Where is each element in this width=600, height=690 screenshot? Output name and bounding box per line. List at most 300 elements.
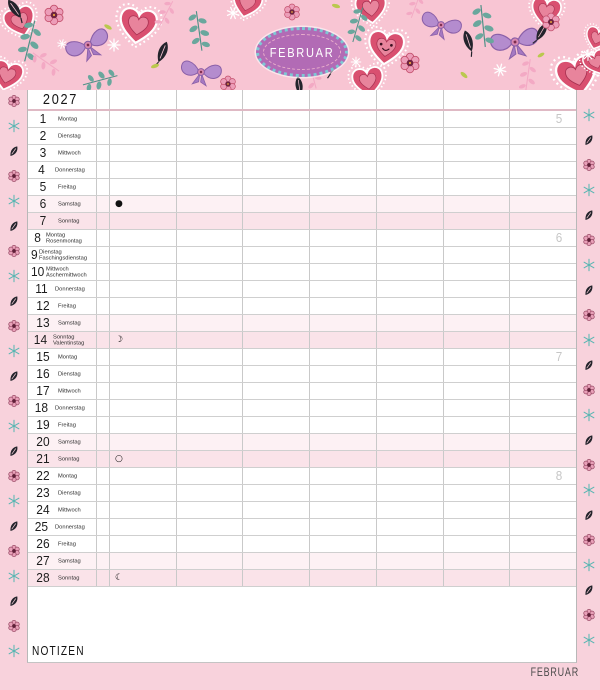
lime-leaf-icon xyxy=(537,52,545,59)
flower-icon xyxy=(7,469,21,483)
day-label-cell xyxy=(28,349,96,365)
weekday-label: Mittwoch xyxy=(58,149,81,156)
notes-label: NOTIZEN xyxy=(32,643,85,658)
entry-cell xyxy=(376,366,443,382)
spacer-cell xyxy=(96,264,109,280)
entry-cell xyxy=(109,502,176,518)
entry-cell xyxy=(242,366,309,382)
entry-cell xyxy=(176,366,243,382)
entry-cell xyxy=(176,196,243,212)
entry-cell xyxy=(443,536,510,552)
footer-month-label: FEBRUAR xyxy=(530,667,579,679)
entry-cell xyxy=(509,349,576,365)
spacer-cell xyxy=(96,400,109,416)
weekday-label: Montag xyxy=(58,353,78,360)
entry-cell xyxy=(376,451,443,467)
day-label-cell xyxy=(28,400,96,416)
leaf-icon xyxy=(7,144,21,158)
weekday-label: Samstag xyxy=(58,557,81,564)
day-label-cell xyxy=(28,502,96,518)
entry-cell xyxy=(443,196,510,212)
entry-cell xyxy=(509,179,576,195)
entry-cell xyxy=(309,264,376,280)
spacer-cell xyxy=(96,536,109,552)
day-number: 5 xyxy=(39,179,47,194)
entry-cell xyxy=(309,196,376,212)
banner xyxy=(0,0,600,90)
decorative-strip-right xyxy=(577,90,600,663)
weekday-label: Montag xyxy=(58,115,78,122)
spacer-cell xyxy=(96,111,109,127)
day-label-cell xyxy=(28,298,96,314)
flower-icon xyxy=(582,233,596,247)
day-row-1 xyxy=(28,111,576,128)
spacer-cell xyxy=(96,502,109,518)
weekday-label: Donnerstag xyxy=(54,523,85,530)
entry-cell xyxy=(309,179,376,195)
entry-cell xyxy=(109,145,176,161)
entry-cell xyxy=(509,451,576,467)
day-number: 19 xyxy=(36,417,50,432)
flower-icon xyxy=(582,458,596,472)
header-cell xyxy=(242,90,309,109)
entry-cell xyxy=(242,298,309,314)
flower-icon xyxy=(543,13,559,31)
day-number: 17 xyxy=(36,383,50,398)
flower-icon xyxy=(7,169,21,183)
weekday-label: Sonntag xyxy=(58,217,80,224)
snowflake-icon xyxy=(582,333,596,347)
spacer-cell xyxy=(96,315,109,331)
entry-cell xyxy=(242,570,309,586)
entry-cell xyxy=(509,111,576,127)
entry-cell xyxy=(176,145,243,161)
entry-cell xyxy=(509,247,576,263)
day-label-cell xyxy=(28,179,96,195)
leaf-icon xyxy=(582,133,596,147)
snowflake-icon xyxy=(582,408,596,422)
entry-cell xyxy=(176,179,243,195)
day-number: 25 xyxy=(34,519,49,534)
day-row-23 xyxy=(28,485,576,502)
entry-cell xyxy=(242,383,309,399)
flower-icon xyxy=(7,319,21,333)
day-label-cell xyxy=(28,281,96,297)
entry-cell xyxy=(309,332,376,348)
leaf-icon xyxy=(582,583,596,597)
entry-cell xyxy=(109,264,176,280)
entry-cell xyxy=(309,298,376,314)
entry-cell xyxy=(109,536,176,552)
entry-cell xyxy=(376,230,443,246)
day-row-27 xyxy=(28,553,576,570)
day-label-cell xyxy=(28,434,96,450)
day-label-cell xyxy=(28,468,96,484)
flower-icon xyxy=(582,608,596,622)
snowflake-icon xyxy=(582,183,596,197)
day-row-2 xyxy=(28,128,576,145)
entry-cell xyxy=(309,145,376,161)
entry-cell xyxy=(309,349,376,365)
entry-cell xyxy=(309,281,376,297)
day-label-cell xyxy=(28,213,96,229)
weekday-label: Dienstag xyxy=(58,370,81,377)
entry-cell xyxy=(509,570,576,586)
weekday-label: Mittwoch xyxy=(58,387,81,394)
snowflake-icon xyxy=(7,344,21,358)
spacer-cell xyxy=(96,451,109,467)
day-row-11 xyxy=(28,281,576,298)
day-label-cell xyxy=(28,332,96,348)
leaf-icon xyxy=(461,29,477,57)
snowflake-icon xyxy=(7,119,21,133)
entry-cell xyxy=(509,213,576,229)
entry-cell xyxy=(376,111,443,127)
bow-icon xyxy=(179,60,222,87)
entry-cell xyxy=(376,281,443,297)
flower-icon xyxy=(221,76,236,90)
pink-sprig-icon xyxy=(28,46,64,79)
flower-icon xyxy=(45,5,63,25)
weekday-label: Freitag xyxy=(58,421,76,428)
day-row-28 xyxy=(28,570,576,587)
entry-cell xyxy=(242,553,309,569)
year-label: 2027 xyxy=(42,91,79,108)
entry-cell xyxy=(376,468,443,484)
header-cell xyxy=(96,90,109,109)
entry-cell xyxy=(242,434,309,450)
entry-cell xyxy=(376,264,443,280)
leaf-icon xyxy=(7,369,21,383)
bow-icon xyxy=(489,27,541,61)
entry-cell xyxy=(376,128,443,144)
entry-cell xyxy=(109,247,176,263)
entry-cell xyxy=(509,145,576,161)
entry-cell xyxy=(443,417,510,433)
day-label-cell xyxy=(28,162,96,178)
day-row-25 xyxy=(28,519,576,536)
flower-icon xyxy=(7,619,21,633)
day-label-cell xyxy=(28,111,96,127)
entry-cell xyxy=(176,417,243,433)
snowflake-icon xyxy=(7,569,21,583)
moon-phase-icon: ☽ xyxy=(115,335,124,345)
weekday-label: Freitag xyxy=(58,183,76,190)
entry-cell xyxy=(443,383,510,399)
entry-cell xyxy=(242,230,309,246)
entry-cell xyxy=(509,519,576,535)
day-number: 6 xyxy=(39,196,47,211)
spacer-cell xyxy=(96,485,109,501)
entry-cell xyxy=(376,400,443,416)
entry-cell xyxy=(443,502,510,518)
day-number: 3 xyxy=(39,145,47,160)
heart-icon xyxy=(347,62,389,90)
spacer-cell xyxy=(96,332,109,348)
day-number: 11 xyxy=(35,281,48,296)
entry-cell xyxy=(109,298,176,314)
entry-cell xyxy=(509,281,576,297)
entry-cell xyxy=(376,502,443,518)
entry-cell xyxy=(109,400,176,416)
weekday-label: Mittwoch xyxy=(58,506,81,513)
holiday-label: Rosenmontag xyxy=(46,237,83,244)
weekday-label: Dienstag xyxy=(58,132,81,139)
day-number: 10 xyxy=(31,264,45,279)
lime-leaf-icon xyxy=(331,3,340,9)
entry-cell xyxy=(109,451,176,467)
entry-cell xyxy=(376,179,443,195)
weekday-label: Sonntag xyxy=(58,455,80,462)
spacer-cell xyxy=(96,519,109,535)
day-number: 7 xyxy=(39,213,47,228)
month-badge xyxy=(256,27,348,77)
entry-cell xyxy=(309,536,376,552)
day-label-cell xyxy=(28,383,96,399)
day-label-cell xyxy=(28,570,96,586)
entry-cell xyxy=(109,196,176,212)
day-row-4 xyxy=(28,162,576,179)
flower-icon xyxy=(285,4,300,20)
snowflake-icon xyxy=(582,633,596,647)
entry-cell xyxy=(176,128,243,144)
spacer-cell xyxy=(96,468,109,484)
spacer-cell xyxy=(96,298,109,314)
weekday-label: Samstag xyxy=(58,438,81,445)
leaf-icon xyxy=(582,433,596,447)
leaf-icon xyxy=(7,294,21,308)
entry-cell xyxy=(509,434,576,450)
entry-cell xyxy=(443,366,510,382)
spacer-cell xyxy=(96,247,109,263)
day-number: 28 xyxy=(36,570,50,585)
entry-cell xyxy=(376,383,443,399)
entry-cell xyxy=(443,485,510,501)
entry-cell xyxy=(176,298,243,314)
entry-cell xyxy=(109,315,176,331)
holiday-label: Aschermittwoch xyxy=(46,271,88,278)
entry-cell xyxy=(176,502,243,518)
day-label-cell xyxy=(28,366,96,382)
weekday-label: Montag xyxy=(46,231,66,238)
day-row-6 xyxy=(28,196,576,213)
spacer-cell xyxy=(96,366,109,382)
entry-cell xyxy=(509,315,576,331)
day-row-21 xyxy=(28,451,576,468)
leaf-icon xyxy=(7,519,21,533)
entry-cell xyxy=(242,213,309,229)
day-row-14 xyxy=(28,332,576,349)
entry-cell xyxy=(309,366,376,382)
weekday-label: Sonntag xyxy=(52,333,75,340)
snowflake-icon xyxy=(582,558,596,572)
day-number: 27 xyxy=(36,553,50,568)
lime-leaf-icon xyxy=(150,63,159,69)
footer xyxy=(0,663,600,690)
entry-cell xyxy=(376,553,443,569)
day-row-17 xyxy=(28,383,576,400)
entry-cell xyxy=(443,468,510,484)
entry-cell xyxy=(376,145,443,161)
entry-cell xyxy=(176,570,243,586)
entry-cell xyxy=(509,400,576,416)
day-label-cell xyxy=(28,196,96,212)
entry-cell xyxy=(443,145,510,161)
day-row-15 xyxy=(28,349,576,366)
entry-cell xyxy=(309,553,376,569)
entry-cell xyxy=(242,349,309,365)
entry-cell xyxy=(242,247,309,263)
entry-cell xyxy=(443,349,510,365)
entry-cell xyxy=(176,281,243,297)
spacer-cell xyxy=(96,281,109,297)
day-label-cell xyxy=(28,230,96,246)
entry-cell xyxy=(376,519,443,535)
spacer-cell xyxy=(96,213,109,229)
flower-icon xyxy=(582,308,596,322)
snowflake-icon xyxy=(582,483,596,497)
day-row-3 xyxy=(28,145,576,162)
day-number: 9 xyxy=(31,247,38,262)
entry-cell xyxy=(242,111,309,127)
day-number: 20 xyxy=(36,434,50,449)
day-number: 15 xyxy=(36,349,50,364)
entry-cell xyxy=(242,196,309,212)
day-row-7 xyxy=(28,213,576,230)
entry-cell xyxy=(376,332,443,348)
entry-cell xyxy=(109,332,176,348)
entry-cell xyxy=(443,247,510,263)
day-row-9 xyxy=(28,247,576,264)
header-cell xyxy=(376,90,443,109)
day-number: 21 xyxy=(36,451,50,466)
entry-cell xyxy=(242,519,309,535)
entry-cell xyxy=(509,332,576,348)
entry-cell xyxy=(376,247,443,263)
entry-cell xyxy=(509,553,576,569)
moon-phase-icon: ● xyxy=(115,199,123,209)
entry-cell xyxy=(309,128,376,144)
entry-cell xyxy=(509,230,576,246)
entry-cell xyxy=(242,536,309,552)
entry-cell xyxy=(309,434,376,450)
entry-cell xyxy=(443,570,510,586)
entry-cell xyxy=(376,315,443,331)
entry-cell xyxy=(509,196,576,212)
weekday-label: Donnerstag xyxy=(54,166,85,173)
entry-cell xyxy=(176,230,243,246)
entry-cell xyxy=(109,570,176,586)
entry-cell xyxy=(443,332,510,348)
entry-cell xyxy=(242,315,309,331)
day-label-cell xyxy=(28,451,96,467)
bow-icon xyxy=(418,11,463,43)
entry-cell xyxy=(176,349,243,365)
flower-icon xyxy=(7,544,21,558)
leaf-icon xyxy=(582,358,596,372)
day-row-5 xyxy=(28,179,576,196)
day-number: 23 xyxy=(36,485,50,500)
leaf-icon xyxy=(294,76,304,90)
sparkle-icon xyxy=(351,57,361,67)
entry-cell xyxy=(309,519,376,535)
spacer-cell xyxy=(96,162,109,178)
entry-cell xyxy=(109,179,176,195)
entry-cell xyxy=(309,400,376,416)
entry-cell xyxy=(109,553,176,569)
weekday-label: Freitag xyxy=(58,302,76,309)
spacer-cell xyxy=(96,417,109,433)
entry-cell xyxy=(242,281,309,297)
day-number: 8 xyxy=(34,230,41,245)
day-row-8 xyxy=(28,230,576,247)
entry-cell xyxy=(376,196,443,212)
day-number: 1 xyxy=(39,111,47,126)
entry-cell xyxy=(109,468,176,484)
entry-cell xyxy=(176,451,243,467)
year-row xyxy=(28,90,576,111)
entry-cell xyxy=(176,434,243,450)
flower-icon xyxy=(401,53,419,73)
day-number: 14 xyxy=(33,332,48,347)
spacer-cell xyxy=(96,128,109,144)
spacer-cell xyxy=(96,145,109,161)
entry-cell xyxy=(242,145,309,161)
leaf-icon xyxy=(582,508,596,522)
notes-area xyxy=(28,587,576,661)
entry-cell xyxy=(242,451,309,467)
entry-cell xyxy=(109,485,176,501)
entry-cell xyxy=(376,298,443,314)
holiday-label: Valentinstag xyxy=(52,339,84,346)
entry-cell xyxy=(176,519,243,535)
header-cell xyxy=(109,90,176,109)
entry-cell xyxy=(242,332,309,348)
entry-cell xyxy=(109,519,176,535)
day-label-cell xyxy=(28,536,96,552)
entry-cell xyxy=(242,128,309,144)
entry-cell xyxy=(242,179,309,195)
sprig-icon xyxy=(186,10,212,52)
entry-cell xyxy=(109,162,176,178)
day-label-cell xyxy=(28,553,96,569)
entry-cell xyxy=(242,400,309,416)
heart-icon xyxy=(351,0,392,29)
sparkle-icon xyxy=(493,63,508,78)
entry-cell xyxy=(309,502,376,518)
month-title: FEBRUAR xyxy=(269,44,335,60)
weekday-label: Sonntag xyxy=(58,574,80,581)
entry-cell xyxy=(176,162,243,178)
entry-cell xyxy=(509,162,576,178)
spacer-cell xyxy=(96,230,109,246)
entry-cell xyxy=(509,298,576,314)
entry-cell xyxy=(242,502,309,518)
day-label-cell xyxy=(28,145,96,161)
day-number: 4 xyxy=(38,162,45,177)
entry-cell xyxy=(509,264,576,280)
day-number: 13 xyxy=(36,315,50,330)
entry-cell xyxy=(443,230,510,246)
day-row-16 xyxy=(28,366,576,383)
entry-cell xyxy=(109,417,176,433)
bow-icon xyxy=(64,27,114,67)
spacer-cell xyxy=(96,179,109,195)
leaf-icon xyxy=(7,444,21,458)
entry-cell xyxy=(309,417,376,433)
entry-cell xyxy=(376,213,443,229)
weekday-label: Donnerstag xyxy=(54,285,85,292)
